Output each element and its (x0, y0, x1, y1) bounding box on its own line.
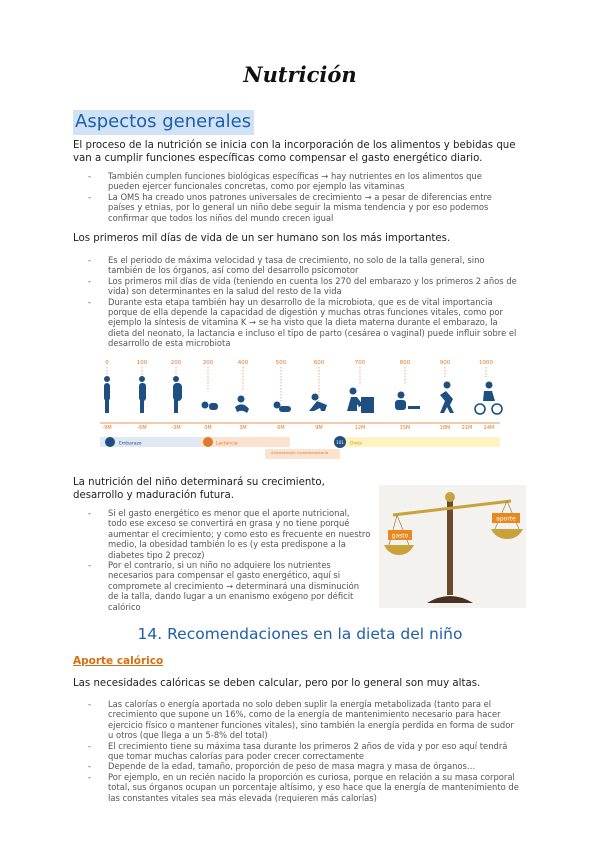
month-label: 3M (239, 425, 247, 431)
month-label: 9M (315, 425, 323, 431)
month-label: 21M (461, 425, 473, 431)
day-label: 0 (105, 360, 109, 366)
list-item: - Durante esta etapa también hay un desarrollo de la microbiota, que es de vital importancia porque de ella depende la capacidad de digestión y muchas otras funciones vitales, como por ejemplo la síntesis de vitamina K → se ha visto que la dieta materna durante el embarazo, la dieta del neonato, la lactancia e incluso el tipo de parto (cesárea o vaginal) puede influir sobre el desarrollo de esta microbiota (87, 297, 519, 349)
day-labels (105, 360, 493, 366)
list-item: - El crecimiento tiene su máxima tasa durante los primeros 2 años de vida y por eso aquí tendrá que tomar muchas calorías para poder crecer correctamente (87, 741, 521, 762)
month-label: 12M (354, 425, 366, 431)
page-title: Nutrición (243, 62, 357, 87)
balance-scale-illustration (379, 485, 526, 608)
pregnant-woman-icon (104, 376, 110, 413)
pregnancy-stage-icon (105, 437, 115, 447)
pregnant-woman-icon (173, 376, 182, 413)
list-item: - Los primeros mil días de vida (teniendo en cuenta los 270 del embarazo y los primeros 2 años de vida) son determinantes en la salud del resto de la vida (87, 276, 519, 297)
list-item: - Es el periodo de máxima velocidad y tasa de crecimiento, no solo de la talla general, sino también de los órganos, así como del desarrollo psicomotor (87, 255, 519, 276)
lead-paragraph-1000-days: Los primeros mil días de vida de un ser humano son los más importantes. (73, 233, 451, 244)
lead-paragraph-calories: Las necesidades calóricas se deben calcular, pero por lo general son muy altas. (73, 678, 481, 689)
day-label: 300 (202, 360, 214, 366)
section-heading-recommendations: 14. Recomendaciones en la dieta del niño (137, 625, 463, 643)
newborn-icon (202, 402, 219, 411)
month-label: 24M (483, 425, 495, 431)
list-item: - Las calorías o energía aportada no solo deben suplir la energía metabolizada (tanto para el crecimiento que supone un 16%, como de la energía de mantenimiento necesario para hacer ejercicio físico o mantener funciones vitales), sino también la energía perdida en forma de sudor u otros (que llega a un 5-8% del total) (87, 699, 521, 741)
day-label: 600 (313, 360, 325, 366)
baby-lying-icon (235, 396, 249, 414)
day-label: 500 (275, 360, 287, 366)
figure-icons (104, 376, 502, 414)
day-label: 1000 (479, 360, 493, 366)
bullet-list-1 (87, 171, 515, 223)
day-label: 200 (170, 360, 182, 366)
bullet-list-4 (87, 699, 521, 803)
day-label: 100 (136, 360, 148, 366)
list-item: - También cumplen funciones biológicas específicas → hay nutrientes en los alimentos que pueden ejercer funcionales concretas, como por ejemplo las vitaminas (87, 171, 515, 192)
day-label: 900 (439, 360, 451, 366)
lactation-stage-icon (203, 437, 213, 447)
month-label: 6M (277, 425, 285, 431)
baby-tummy-icon (274, 402, 292, 413)
first-1000-days-timeline (95, 355, 505, 470)
list-item: - La OMS ha creado unos patrones universales de crecimiento → a pesar de diferencias entre países y etnias, por lo general un niño debe seguir la misma tendencia y por eso podemos confirmar que todos los niños del mundo crecen igual (87, 192, 515, 223)
day-label: 700 (354, 360, 366, 366)
stage-label: Alimentación complementaria (271, 450, 329, 455)
child-bicycle-icon (475, 382, 502, 415)
stage-label: Lactancia (216, 441, 238, 447)
toddler-sitting-icon (347, 388, 374, 414)
pregnant-woman-icon (139, 376, 146, 413)
list-item: - Por el contrario, si un niño no adquiere los nutrientes necesarios para compensar el gasto energético, aquí si compromete al crecimiento → determinará una disminución de la talla, dando lugar a un enanismo exógeno por déficit calórico (87, 560, 371, 612)
scale-label-aporte: aporte (496, 515, 516, 523)
day-label: 800 (399, 360, 411, 366)
list-item: - Si el gasto energético es menor que el aporte nutricional, todo ese exceso se convertirá en grasa y no tiene porqué aumentar el crecimiento; y como esto es frecuente en nuestro medio, la obesidad también lo es (y esta predispone a la diabetes tipo 2 precoz) (87, 508, 371, 560)
list-item: - Depende de la edad, tamaño, proporción de peso de masa magra y masa de órganos… (87, 761, 521, 771)
stage-label: Dieta (350, 441, 363, 447)
month-labels (102, 425, 494, 431)
lead-paragraph-growth: La nutrición del niño determinará su crecimiento, desarrollo y maduración futura. (73, 477, 325, 501)
month-label: 15M (399, 425, 411, 431)
section-heading-general: Aspectos generales (73, 110, 254, 135)
scale-label-gasto: gasto (391, 532, 409, 540)
month-label: -6M (137, 425, 147, 431)
month-label: -9M (102, 425, 112, 431)
intro-paragraph: El proceso de la nutrición se inicia con la incorporación de los alimentos y bebidas que van a cumplir funciones específicas como compensar el gasto energético diario. (73, 140, 516, 164)
bullet-list-3 (87, 508, 371, 612)
month-label: 0M (204, 425, 212, 431)
milestone-label: 101 (336, 440, 344, 445)
list-item: - Por ejemplo, en un recién nacido la proporción es curiosa, porque en relación a su masa corporal total, sus órganos ocupan un porcentaje altísimo, y eso hace que la energía de mantenimiento de las constantes vitales sea más elevada (requieren más calorías) (87, 772, 521, 803)
toddler-eating-icon (395, 392, 420, 411)
child-running-icon (440, 382, 454, 414)
day-label: 400 (237, 360, 249, 366)
subheading-aporte-calorico: Aporte calórico (73, 655, 164, 667)
bullet-list-2 (87, 255, 519, 349)
baby-crawling-icon (309, 394, 327, 412)
month-label: 18M (439, 425, 451, 431)
stage-label: Embarazo (119, 441, 142, 447)
month-label: -3M (171, 425, 181, 431)
